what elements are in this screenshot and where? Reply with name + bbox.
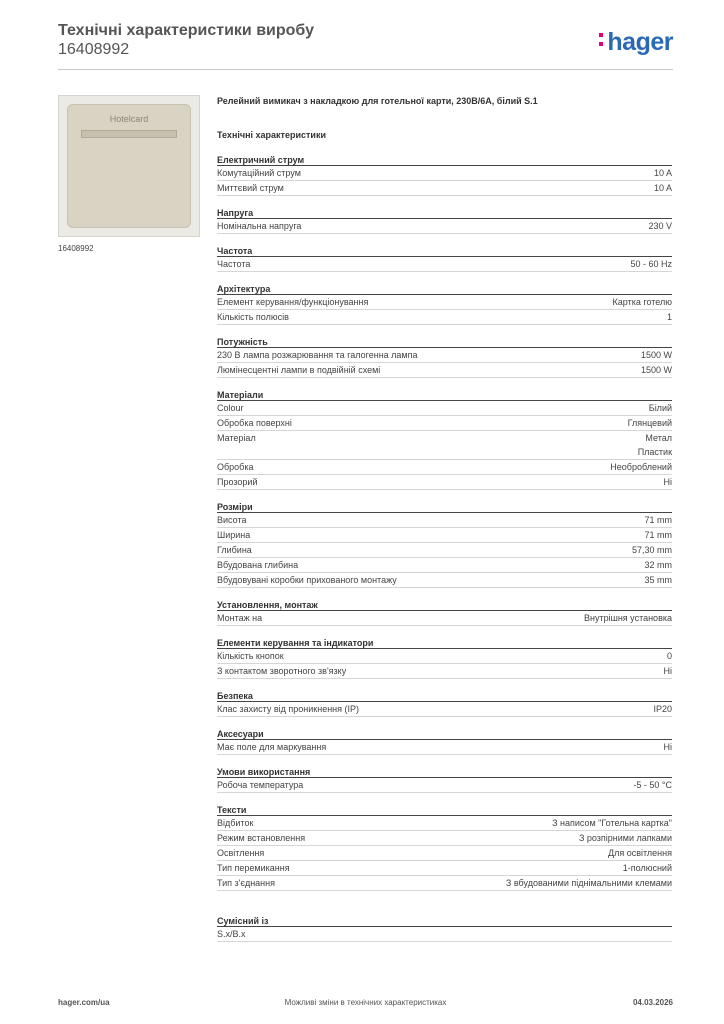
section-title: Елементи керування та індикатори	[217, 637, 672, 649]
spec-value-line: 50 - 60 Hz	[630, 259, 672, 269]
spec-value-line: З написом "Готельна картка"	[552, 818, 672, 828]
spec-row	[217, 401, 672, 416]
spec-row	[217, 528, 672, 543]
spec-value	[632, 543, 672, 557]
spec-value	[644, 528, 672, 542]
spec-row	[217, 310, 672, 325]
section-title: Умови використання	[217, 766, 672, 778]
spec-value-line: 71 mm	[644, 530, 672, 540]
spec-row	[217, 702, 672, 717]
spec-value	[633, 778, 672, 792]
section-title: Архітектура	[217, 283, 672, 295]
switch-plate-illustration	[67, 104, 191, 228]
spec-key: Миттєвий струм	[217, 183, 284, 193]
spec-row	[217, 543, 672, 558]
spec-value-line: 1500 W	[640, 365, 672, 375]
spec-key: Обробка поверхні	[217, 418, 292, 428]
spec-key: Номінальна напруга	[217, 221, 302, 231]
spec-value-line: 1500 W	[640, 350, 672, 360]
spec-value	[667, 649, 672, 663]
spec-row	[217, 363, 672, 378]
spec-value	[641, 348, 672, 362]
spec-value-line: 71 mm	[644, 515, 672, 525]
spec-row	[217, 219, 672, 234]
spec-key: 230 В лампа розжарювання та галогенна лампа	[217, 350, 418, 360]
section-title: Частота	[217, 245, 672, 257]
compatible-value: S.x/B.x	[217, 929, 246, 939]
spec-key: З контактом зворотного зв'язку	[217, 666, 347, 676]
spec-row	[217, 416, 672, 431]
footer-site-link[interactable]: hager.com/ua	[58, 998, 110, 1007]
compatible-block	[217, 915, 672, 942]
card-slot-icon	[81, 130, 177, 138]
spec-value	[623, 861, 672, 875]
spec-row	[217, 295, 672, 310]
spec-key: Colour	[217, 403, 244, 413]
spec-key: Клас захисту від проникнення (IP)	[217, 704, 360, 714]
spec-key: Відбиток	[217, 818, 254, 828]
spec-value-line: Пластик	[637, 447, 672, 457]
spec-value-line: Ні	[663, 742, 672, 752]
spec-row	[217, 876, 672, 891]
spec-value	[644, 573, 672, 587]
spec-value	[664, 740, 673, 754]
spec-row	[217, 460, 672, 475]
logo-dots-icon	[599, 33, 607, 51]
spec-value	[608, 846, 672, 860]
spec-value-line: 32 mm	[644, 560, 672, 570]
plate-label: Hotelcard	[109, 114, 149, 124]
spec-row	[217, 181, 672, 196]
spec-value	[579, 831, 672, 845]
spec-value	[552, 816, 672, 830]
spec-row	[217, 431, 672, 460]
compatible-title: Сумісний із	[217, 915, 672, 927]
hager-logo: hager	[599, 28, 673, 57]
spec-value-line: Ні	[663, 477, 672, 487]
spec-key: Тип перемикання	[217, 863, 290, 873]
spec-row	[217, 846, 672, 861]
spec-value	[610, 460, 672, 474]
spec-value	[667, 310, 672, 324]
spec-sections	[217, 154, 672, 891]
spec-row	[217, 475, 672, 490]
spec-key: Вбудовувані коробки прихованого монтажу	[217, 575, 397, 585]
spec-key: Комутаційний струм	[217, 168, 301, 178]
section-title: Напруга	[217, 207, 672, 219]
spec-value	[641, 363, 672, 377]
spec-row	[217, 558, 672, 573]
section-title: Аксесуари	[217, 728, 672, 740]
spec-key: Має поле для маркування	[217, 742, 327, 752]
spec-value-line: 35 mm	[644, 575, 672, 585]
page-header	[58, 22, 673, 70]
document-title: Технічні характеристики виробу	[58, 22, 314, 39]
spec-key: Монтаж на	[217, 613, 263, 623]
section-title: Матеріали	[217, 389, 672, 401]
spec-value	[664, 664, 673, 678]
spec-value-line: 57,30 mm	[631, 545, 672, 555]
spec-value	[654, 166, 672, 180]
spec-key: Люмінесцентні лампи в подвійній схемі	[217, 365, 381, 375]
spec-row	[217, 778, 672, 793]
spec-value	[644, 558, 672, 572]
spec-value	[653, 702, 672, 716]
spec-key: Кількість кнопок	[217, 651, 284, 661]
spec-row	[217, 257, 672, 272]
spec-row	[217, 348, 672, 363]
spec-key: Обробка	[217, 462, 254, 472]
spec-value-line: IP20	[653, 704, 672, 714]
spec-row	[217, 664, 672, 679]
section-title: Потужність	[217, 336, 672, 348]
document-product-code: 16408992	[58, 41, 130, 58]
spec-value-line: 230 V	[648, 221, 672, 231]
spec-key: Робоча температура	[217, 780, 304, 790]
image-caption-code: 16408992	[58, 244, 94, 253]
footer-note: Можливі зміни в технічних характеристиках	[284, 998, 447, 1007]
spec-value-line: З розпірними лапками	[578, 833, 672, 843]
spec-key: Режим встановлення	[217, 833, 306, 843]
footer-date: 04.03.2026	[632, 998, 673, 1007]
spec-key: Освітлення	[217, 848, 265, 858]
spec-value-line: Метал	[645, 433, 672, 443]
section-title: Розміри	[217, 501, 672, 513]
section-title: Безпека	[217, 690, 672, 702]
spec-value-line: 1-полюсний	[622, 863, 672, 873]
spec-key: Ширина	[217, 530, 251, 540]
spec-row	[217, 831, 672, 846]
spec-row	[217, 740, 672, 755]
spec-row	[217, 649, 672, 664]
spec-row	[217, 816, 672, 831]
spec-value-line: 10 A	[653, 168, 672, 178]
spec-value	[644, 513, 672, 527]
section-title: Електричний струм	[217, 154, 672, 166]
spec-key: Прозорий	[217, 477, 258, 487]
spec-value-line: Для освітлення	[607, 848, 672, 858]
spec-value-line: Білий	[648, 403, 672, 413]
spec-key: Елемент керування/функціонування	[217, 297, 369, 307]
spec-value-line: Необроблений	[610, 462, 672, 472]
spec-value	[506, 876, 672, 890]
spec-row	[217, 573, 672, 588]
spec-value	[649, 401, 672, 415]
product-image	[58, 95, 200, 237]
spec-value-line: З вбудованими піднімальними клемами	[505, 878, 672, 888]
spec-key: Вбудована глибина	[217, 560, 299, 570]
spec-value-line: Глянцевий	[627, 418, 672, 428]
spec-content	[217, 96, 672, 942]
spec-key: Глибина	[217, 545, 252, 555]
spec-row	[217, 611, 672, 626]
spec-value	[613, 295, 672, 309]
spec-value	[638, 431, 672, 459]
spec-heading: Технічні характеристики	[217, 130, 326, 140]
product-name: Релейний вимикач з накладкою для готельної карти, 230В/6А, білий S.1	[217, 96, 538, 106]
spec-value-line: 1	[666, 312, 672, 322]
section-title: Установлення, монтаж	[217, 599, 672, 611]
section-title: Тексти	[217, 804, 672, 816]
compatible-row	[217, 927, 672, 942]
spec-value-line: Ні	[663, 666, 672, 676]
spec-value	[664, 475, 673, 489]
spec-row	[217, 166, 672, 181]
spec-key: Тип з'єднання	[217, 878, 275, 888]
spec-value	[630, 257, 672, 271]
spec-key: Кількість полюсів	[217, 312, 289, 322]
spec-value	[584, 611, 672, 625]
spec-value-line: Картка готелю	[612, 297, 672, 307]
spec-value	[628, 416, 672, 430]
spec-row	[217, 513, 672, 528]
spec-row	[217, 861, 672, 876]
spec-key: Матеріал	[217, 433, 256, 443]
spec-key: Частота	[217, 259, 251, 269]
spec-value	[654, 181, 672, 195]
spec-value-line: Внутрішня установка	[584, 613, 672, 623]
spec-value	[648, 219, 672, 233]
spec-value-line: -5 - 50 °C	[633, 780, 672, 790]
spec-key: Висота	[217, 515, 247, 525]
spec-value-line: 10 A	[653, 183, 672, 193]
spec-value-line: 0	[666, 651, 672, 661]
